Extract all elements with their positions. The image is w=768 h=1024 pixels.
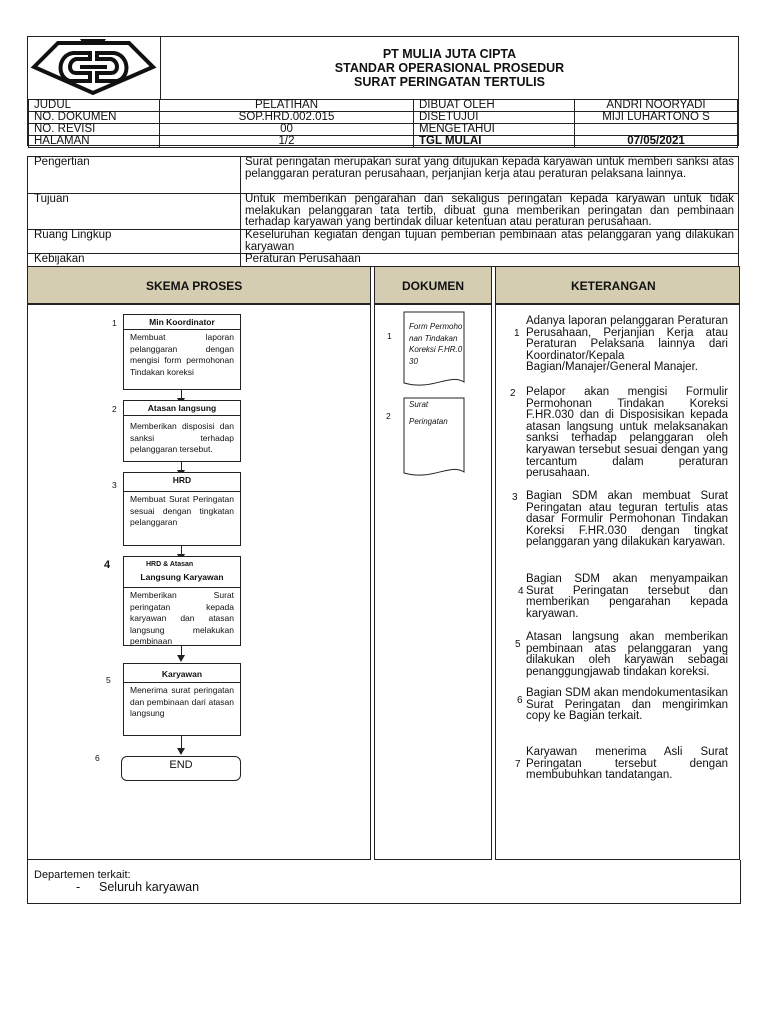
doc-type: STANDAR OPERASIONAL PROSEDUR <box>334 61 565 75</box>
title-block <box>161 37 738 99</box>
info-row <box>28 194 739 230</box>
meta-cell: HALAMAN <box>29 136 160 148</box>
ket-number: 1 <box>514 328 520 339</box>
footer-related-departments <box>27 860 741 904</box>
meta-cell: DISETUJUI <box>414 112 575 124</box>
flow-step-4 <box>123 556 241 646</box>
flow-step-title: Atasan langsung <box>124 401 240 416</box>
flow-step-number: 1 <box>112 318 117 328</box>
document-shape-1 <box>403 311 465 389</box>
company-logo <box>28 37 161 99</box>
meta-row <box>29 112 738 124</box>
info-label: Ruang Lingkup <box>28 230 241 254</box>
ket-item: Karyawan menerima Asli Surat Peringatan tersebut dengan membubuhkan tandatangan. <box>526 746 728 782</box>
column-header-skema: SKEMA PROSES <box>27 266 371 304</box>
meta-cell <box>575 124 738 136</box>
flow-step-5 <box>123 663 241 736</box>
flow-step-number: 5 <box>106 675 111 685</box>
meta-cell: 1/2 <box>160 136 414 148</box>
meta-cell: NO. DOKUMEN <box>29 112 160 124</box>
ket-item: Bagian SDM akan membuat Surat Peringatan atau teguran tertulis atas dasar Formulir Permohonan Tindakan Koreksi F.HR.030 dengan tingkat pelanggaran yang dilakukan karyawan. <box>526 490 728 549</box>
info-value: Keseluruhan kegiatan dengan tujuan pemberian pembinaan atas pelanggaran yang dilakukan karyawan <box>241 230 739 254</box>
info-value: Peraturan Perusahaan <box>241 254 739 267</box>
info-label: Kebijakan <box>28 254 241 267</box>
flow-step-title: HRD <box>124 473 240 492</box>
ket-item: Pelapor akan mengisi Formulir Permohonan Tindakan Koreksi F.HR.030 dan di Disposisikan kepada atasan langsung untuk melaksanakan sanksi terhadap pelanggaran oleh karyawan tersebut sesuai dengan yang tercantum dalam peraturan perusahaan. <box>526 386 728 480</box>
document-label: Peringatan <box>409 417 448 426</box>
document-label: Surat <box>409 400 429 409</box>
flow-step-title-block <box>124 557 240 588</box>
info-row <box>28 157 739 194</box>
flow-arrow <box>181 646 182 656</box>
ket-number: 2 <box>510 388 516 399</box>
ket-number: 7 <box>515 759 521 770</box>
flow-step-title: Langsung Karyawan <box>140 572 224 582</box>
flow-arrow <box>181 390 182 399</box>
flow-end-terminator: END <box>121 756 241 781</box>
flow-arrow <box>181 736 182 749</box>
flow-step-number: 4 <box>104 559 111 571</box>
meta-cell: DIBUAT OLEH <box>414 100 575 112</box>
ket-number: 6 <box>517 695 523 706</box>
info-label: Pengertian <box>28 157 241 194</box>
footer-bullet: - <box>76 880 81 894</box>
document-label: Form Permohonan Tindakan Koreksi F.HR.030 <box>409 322 463 366</box>
document-shape-2 <box>403 397 465 479</box>
doc-number: 2 <box>386 411 391 421</box>
meta-cell: NO. REVISI <box>29 124 160 136</box>
company-name: PT MULIA JUTA CIPTA <box>382 47 517 61</box>
flow-step-body: Membuat laporan pelanggaran dengan mengisi form permohonan Tindakan koreksi <box>130 332 234 377</box>
meta-cell: PELATIHAN <box>160 100 414 112</box>
info-row <box>28 230 739 254</box>
meta-cell: 00 <box>160 124 414 136</box>
info-label: Tujuan <box>28 194 241 230</box>
meta-cell: 07/05/2021 <box>575 136 738 148</box>
meta-row <box>29 100 738 112</box>
meta-cell: JUDUL <box>29 100 160 112</box>
meta-cell: MIJI LUHARTONO S <box>575 112 738 124</box>
flow-arrow <box>181 462 182 471</box>
meta-row <box>29 124 738 136</box>
flow-step-3 <box>123 472 241 546</box>
flow-step-body: Memberikan Surat peringatan kepada karyawan dan atasan langsung melakukan pembinaan <box>130 590 234 646</box>
flow-step-title: Min Koordinator <box>124 315 240 330</box>
footer-label: Departemen terkait: <box>34 869 131 881</box>
ket-item: Bagian SDM akan menyampaikan Surat Peringatan tersebut dan memberikan pengarahan kepada karyawan. <box>526 573 728 620</box>
column-header-keterangan: KETERANGAN <box>495 266 740 304</box>
flow-step-number: 2 <box>112 404 117 414</box>
flow-step-body: Menerima surat peringatan dan pembinaan dari atasan langsung <box>130 685 234 718</box>
meta-cell: MENGETAHUI <box>414 124 575 136</box>
column-header-dokumen: DOKUMEN <box>374 266 492 304</box>
meta-cell: SOP.HRD.002.015 <box>160 112 414 124</box>
ket-item: Adanya laporan pelanggaran Peraturan Perusahaan, Perjanjian Kerja atau Peraturan Pelaksana lainnya dari Koordinator/Kepala Bagian/Manajer/General Manajer. <box>526 315 728 374</box>
flow-step-2 <box>123 400 241 462</box>
meta-table <box>28 99 738 148</box>
meta-cell: TGL MULAI <box>414 136 575 148</box>
ket-number: 3 <box>512 492 518 503</box>
flow-step-body: Membuat Surat Peringatan sesuai dengan tingkatan pelanggaran <box>130 494 234 527</box>
flow-arrow <box>181 546 182 555</box>
info-value: Untuk memberikan pengarahan dan sekaligus peringatan kepada karyawan untuk tidak melakukan pelanggaran tata tertib, dibuat guna memberikan peringatan dan pembinaan terhadap karyawan yang bertindak diluar ketentuan atau peraturan perusahaan. <box>241 194 739 230</box>
document-icon <box>403 397 465 479</box>
meta-row <box>29 136 738 148</box>
ket-item: Bagian SDM akan mendokumentasikan Surat Peringatan dan mengirimkan copy ke Bagian terkait. <box>526 687 729 723</box>
flow-step-title-small: HRD & Atasan <box>146 561 194 568</box>
footer-item: Seluruh karyawan <box>99 880 200 894</box>
info-table <box>27 156 739 267</box>
flow-step-number: 6 <box>95 753 100 763</box>
company-logo-icon <box>28 37 159 97</box>
info-value: Surat peringatan merupakan surat yang ditujukan kepada karyawan untuk memberi sanksi atas pelanggaran peraturan perusahaan, perjanjian kerja atau peraturan pelaksana lainnya. <box>241 157 739 194</box>
flow-step-number: 3 <box>112 480 117 490</box>
ket-item: Atasan langsung akan memberikan pembinaan atas pelanggaran yang dilakukan oleh karyawan sebagai penanggungjawab tindakan koreksi. <box>526 631 728 678</box>
doc-number: 1 <box>387 331 392 341</box>
flow-step-body: Memberikan disposisi dan sanksi terhadap pelanggaran tersebut. <box>130 421 234 454</box>
meta-cell: ANDRI NOORYADI <box>575 100 738 112</box>
ket-number: 5 <box>515 639 521 650</box>
flow-step-title: Karyawan <box>124 664 240 683</box>
document-header <box>27 36 739 146</box>
info-row <box>28 254 739 267</box>
ket-number: 4 <box>518 586 524 597</box>
doc-subject: SURAT PERINGATAN TERTULIS <box>354 75 545 89</box>
flow-step-1 <box>123 314 241 390</box>
